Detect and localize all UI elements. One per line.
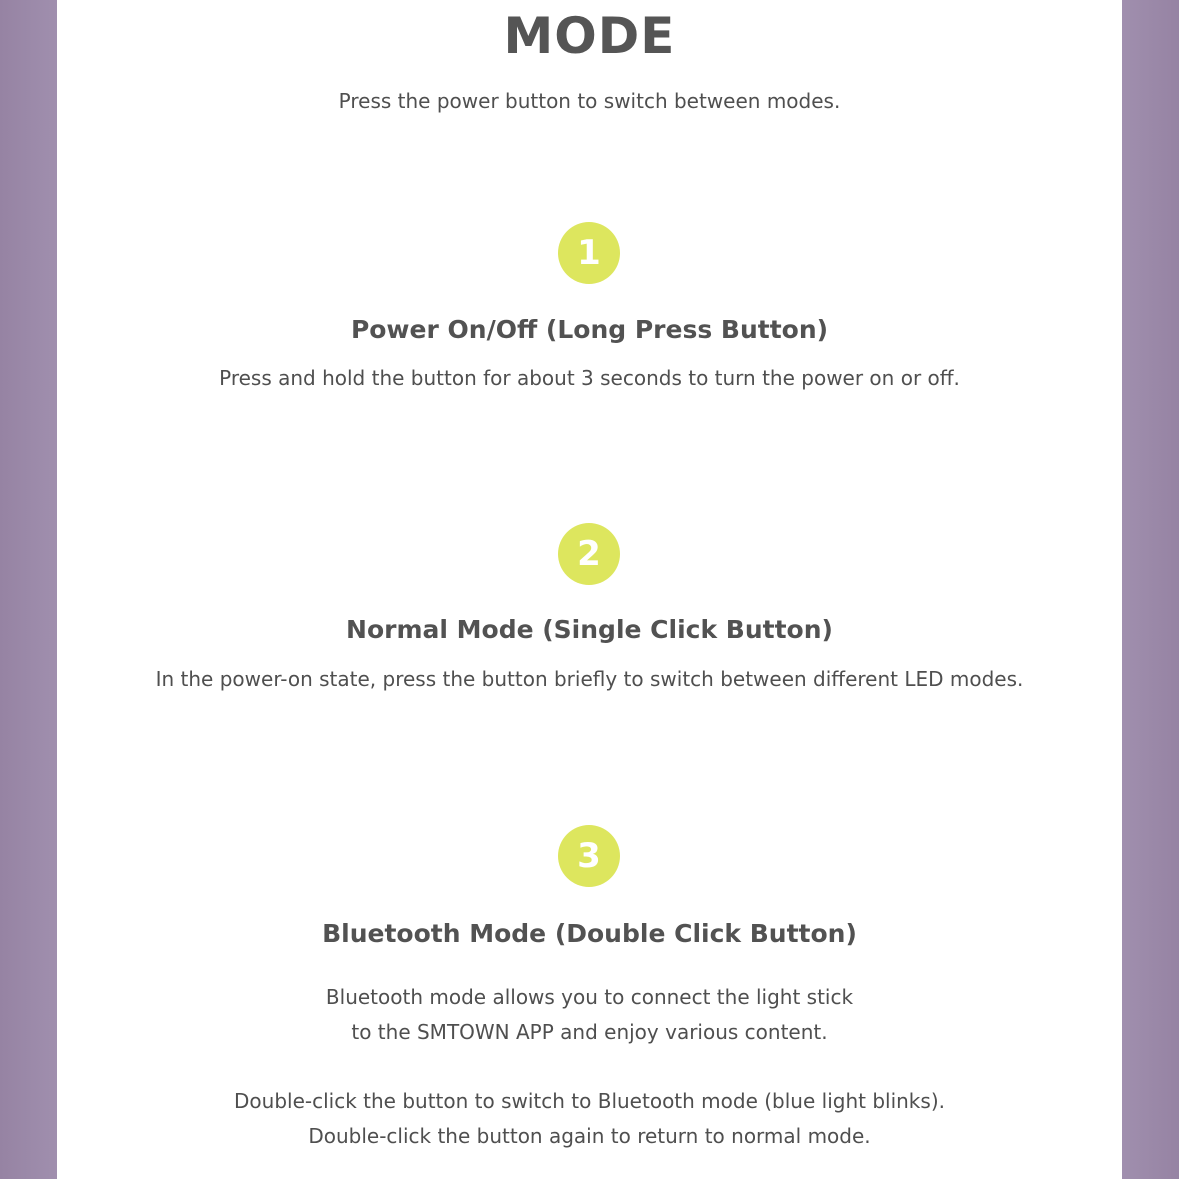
step-badge-2: 2 <box>558 523 620 585</box>
content-panel <box>57 0 1122 1179</box>
mode-description-bluetooth-line-1: Bluetooth mode allows you to connect the light stick <box>325 985 854 1009</box>
mode-heading-power: Power On/Off (Long Press Button) <box>350 315 829 344</box>
mode-heading-normal: Normal Mode (Single Click Button) <box>346 615 833 644</box>
mode-heading-bluetooth: Bluetooth Mode (Double Click Button) <box>322 919 857 948</box>
mode-description-normal: In the power-on state, press the button briefly to switch between different LED modes. <box>155 667 1024 691</box>
page-subtitle: Press the power button to switch between modes. <box>338 89 841 113</box>
mode-description-bluetooth-line-4: Double-click the button again to return to normal mode. <box>308 1124 871 1148</box>
left-border <box>0 0 57 1179</box>
step-badge-1: 1 <box>558 222 620 284</box>
mode-description-bluetooth-line-3: Double-click the button to switch to Bluetooth mode (blue light blinks). <box>234 1089 945 1113</box>
step-badge-3: 3 <box>558 825 620 887</box>
page-title: MODE <box>503 7 676 65</box>
mode-description-power: Press and hold the button for about 3 seconds to turn the power on or off. <box>219 366 960 390</box>
mode-description-bluetooth-line-2: to the SMTOWN APP and enjoy various content. <box>351 1020 828 1044</box>
right-border <box>1122 0 1179 1179</box>
